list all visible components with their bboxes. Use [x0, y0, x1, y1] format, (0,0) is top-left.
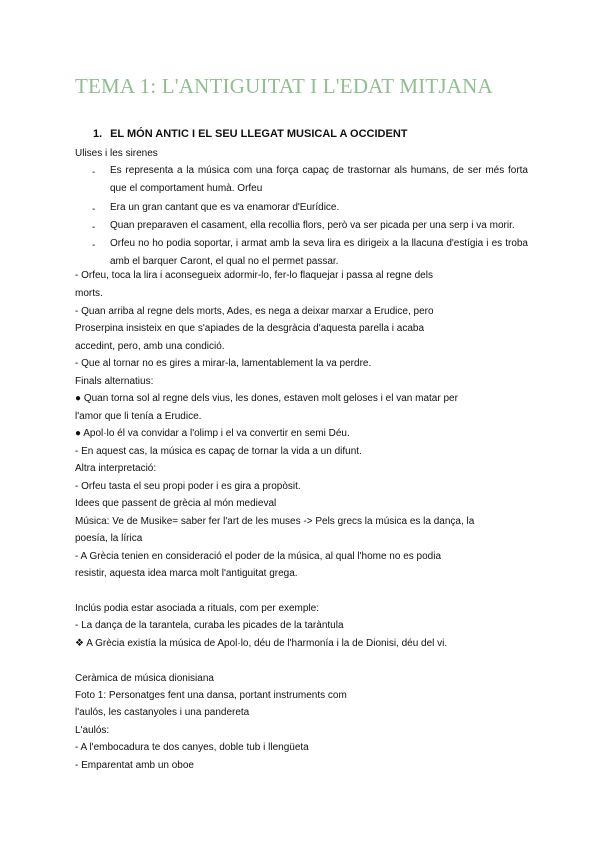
bullet-dash: -: [92, 240, 96, 251]
body-line: - A l'embocadura te dos canyes, doble tub i llengüeta: [75, 742, 309, 753]
bullet-line: amb el barquer Caront, el qual no el permet passar.: [110, 256, 339, 267]
bullet-line: Quan preparaven el casament, ella recollia flors, però va ser picada per una serp i va morir.: [110, 220, 515, 231]
section-heading: [93, 128, 407, 140]
body-line: resistir, aquesta idea marca molt l'antiguitat grega.: [75, 568, 298, 579]
page-title: TEMA 1: L'ANTIGUITAT I L'EDAT MITJANA: [75, 74, 493, 98]
body-line: poesía, la lírica: [75, 533, 143, 544]
body-line: Finals alternatius:: [75, 376, 154, 387]
bullet-item: [110, 199, 528, 217]
body-line: Ceràmica de música dionisiana: [75, 673, 214, 684]
body-line: - En aquest cas, la música es capaç de tornar la vida a un difunt.: [75, 446, 362, 457]
body-line: - Que al tornar no es gires a mirar-la, lamentablement la va perdre.: [75, 358, 372, 369]
body-line: accedint, pero, amb una condició.: [75, 341, 225, 352]
bullet-line: Orfeu no ho podia soportar, i armat amb la seva lira es dirigeix a la llacuna d'estígia i es troba: [110, 238, 528, 249]
body-line: l'aulós, les castanyoles i una pandereta: [75, 707, 250, 718]
subtitle-ulises: Ulises i les sirenes: [75, 148, 158, 159]
bullet-line: que el comportament humà. Orfeu: [110, 183, 263, 194]
bullet-dash: -: [92, 222, 96, 233]
body-line: - Quan arriba al regne dels morts, Ades, es nega a deixar marxar a Erudice, pero: [75, 306, 434, 317]
body-line: ● Apol·lo él va convidar a l'olimp i el va convertir en semi Déu.: [75, 428, 350, 439]
body-line: - Emparentat amb un oboe: [75, 760, 194, 771]
body-line: Foto 1: Personatges fent una dansa, portant instruments com: [75, 690, 347, 701]
body-line: - Orfeu tasta el seu propi poder i es gira a propòsit.: [75, 481, 301, 492]
body-line: Música: Ve de Musike= saber fer l'art de les muses -> Pels grecs la música es la dança, la: [75, 516, 475, 527]
body-line: Altra interpretació:: [75, 463, 157, 474]
bullet-dash: -: [92, 167, 96, 178]
body-line: ● Quan torna sol al regne dels vius, les dones, estaven molt geloses i el van matar per: [75, 393, 458, 404]
bullet-item: [110, 235, 528, 271]
body-line: - La dança de la tarantela, curaba les picades de la taràntula: [75, 620, 344, 631]
body-line: Idees que passent de grècia al món medieval: [75, 498, 277, 509]
section-number: 1.: [93, 128, 103, 140]
section-heading-text: EL MÓN ANTIC I EL SEU LLEGAT MUSICAL A OCCIDENT: [110, 128, 408, 140]
body-line: Inclús podia estar asociada a rituals, com per exemple:: [75, 603, 320, 614]
body-line: Proserpina insisteix en que s'apiades de la desgràcia d'aquesta parella i acaba: [75, 323, 425, 334]
body-line: L'aulós:: [75, 725, 110, 736]
body-line: morts.: [75, 288, 103, 299]
body-line: l'amor que li tenía a Erudice.: [75, 411, 202, 422]
bullet-item: [110, 162, 528, 198]
bullet-item: [110, 217, 528, 235]
body-line: - Orfeu, toca la lira i aconsegueix adormir-lo, fer-lo flaquejar i passa al regne dels: [75, 270, 433, 281]
bullet-line: Es representa a la música com una força capaç de trastornar als humans, de ser més forta: [110, 165, 528, 176]
body-line: ❖ A Grècia existía la música de Apol·lo, déu de l'harmonía i la de Dionisi, déu del vi.: [75, 638, 448, 649]
bullet-dash: -: [92, 204, 96, 215]
body-line: - A Grècia tenien en consideració el poder de la música, al qual l'home no es podia: [75, 551, 442, 562]
bullet-line: Era un gran cantant que es va enamorar d'Eurídice.: [110, 202, 340, 213]
